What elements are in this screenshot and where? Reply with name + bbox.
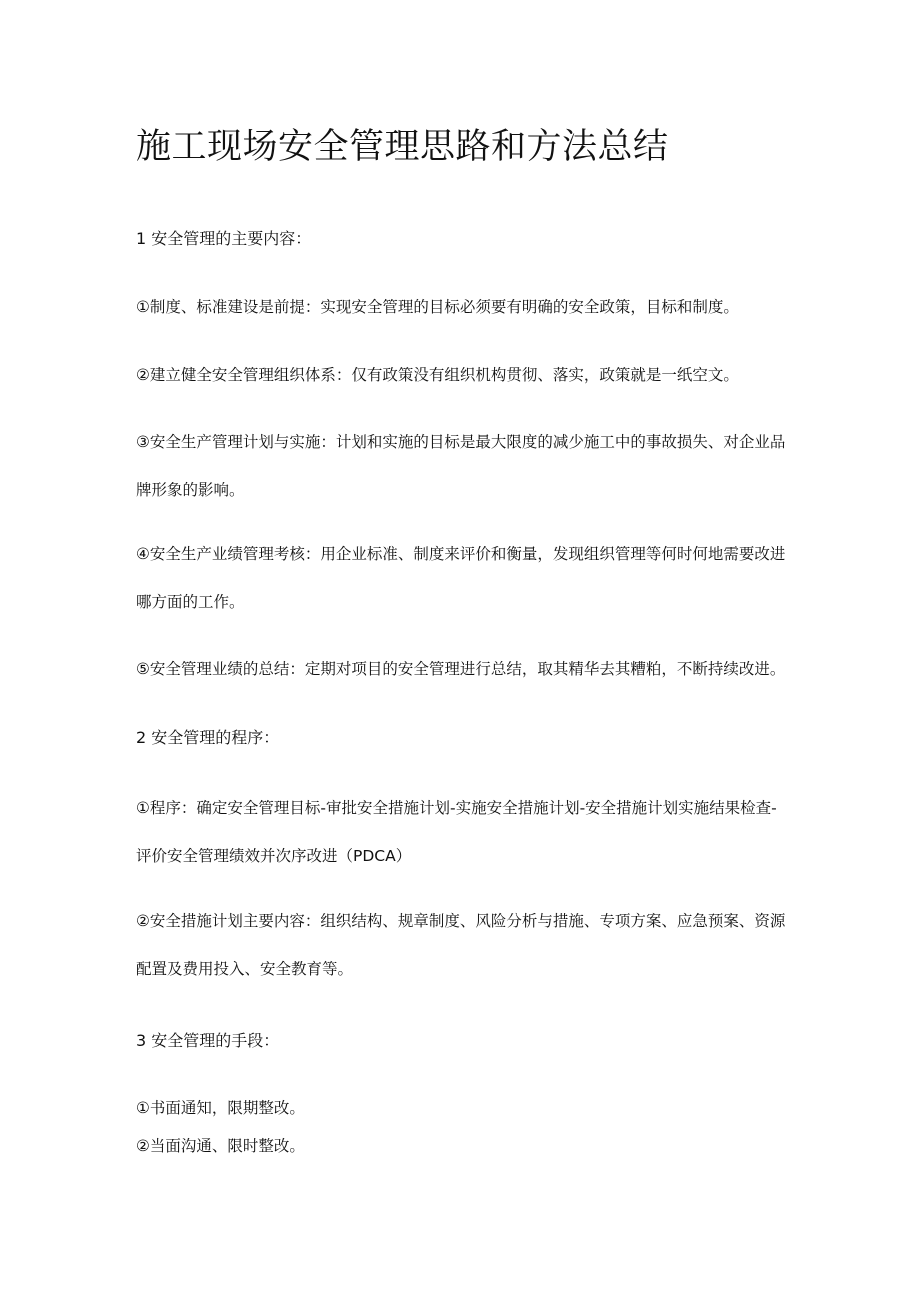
section-1-item-5: ⑤安全管理业绩的总结：定期对项目的安全管理进行总结，取其精华去其糟粕，不断持续改进。 bbox=[136, 660, 786, 678]
section-3-item-1: ①书面通知，限期整改。 bbox=[136, 1099, 305, 1117]
section-1-item-2: ②建立健全安全管理组织体系：仅有政策没有组织机构贯彻、落实，政策就是一纸空文。 bbox=[136, 366, 739, 384]
section-2-item-1-line-1: ①程序：确定安全管理目标-审批安全措施计划-实施安全措施计划-安全措施计划实施结果检查- bbox=[136, 799, 777, 817]
section-1-item-3-line-1: ③安全生产管理计划与实施：计划和实施的目标是最大限度的减少施工中的事故损失、对企业品 bbox=[136, 433, 786, 451]
document-title: 施工现场安全管理思路和方法总结 bbox=[136, 127, 669, 167]
section-2-item-2-line-1: ②安全措施计划主要内容：组织结构、规章制度、风险分析与措施、专项方案、应急预案、资源 bbox=[136, 912, 786, 930]
section-2-heading: 2 安全管理的程序： bbox=[136, 728, 280, 747]
section-3-heading: 3 安全管理的手段： bbox=[136, 1031, 280, 1050]
section-1-heading: 1 安全管理的主要内容： bbox=[136, 229, 312, 248]
section-2-item-1-line-2: 评价安全管理绩效并次序改进（PDCA） bbox=[136, 847, 412, 865]
section-2-item-2-line-2: 配置及费用投入、安全教育等。 bbox=[136, 960, 354, 978]
section-1-item-1: ①制度、标准建设是前提：实现安全管理的目标必须要有明确的安全政策，目标和制度。 bbox=[136, 298, 739, 316]
section-1-item-4-line-2: 哪方面的工作。 bbox=[136, 593, 245, 611]
section-1-item-4-line-1: ④安全生产业绩管理考核：用企业标准、制度来评价和衡量，发现组织管理等何时何地需要改进 bbox=[136, 545, 786, 563]
section-3-item-2: ②当面沟通、限时整改。 bbox=[136, 1137, 305, 1155]
section-1-item-3-line-2: 牌形象的影响。 bbox=[136, 481, 245, 499]
